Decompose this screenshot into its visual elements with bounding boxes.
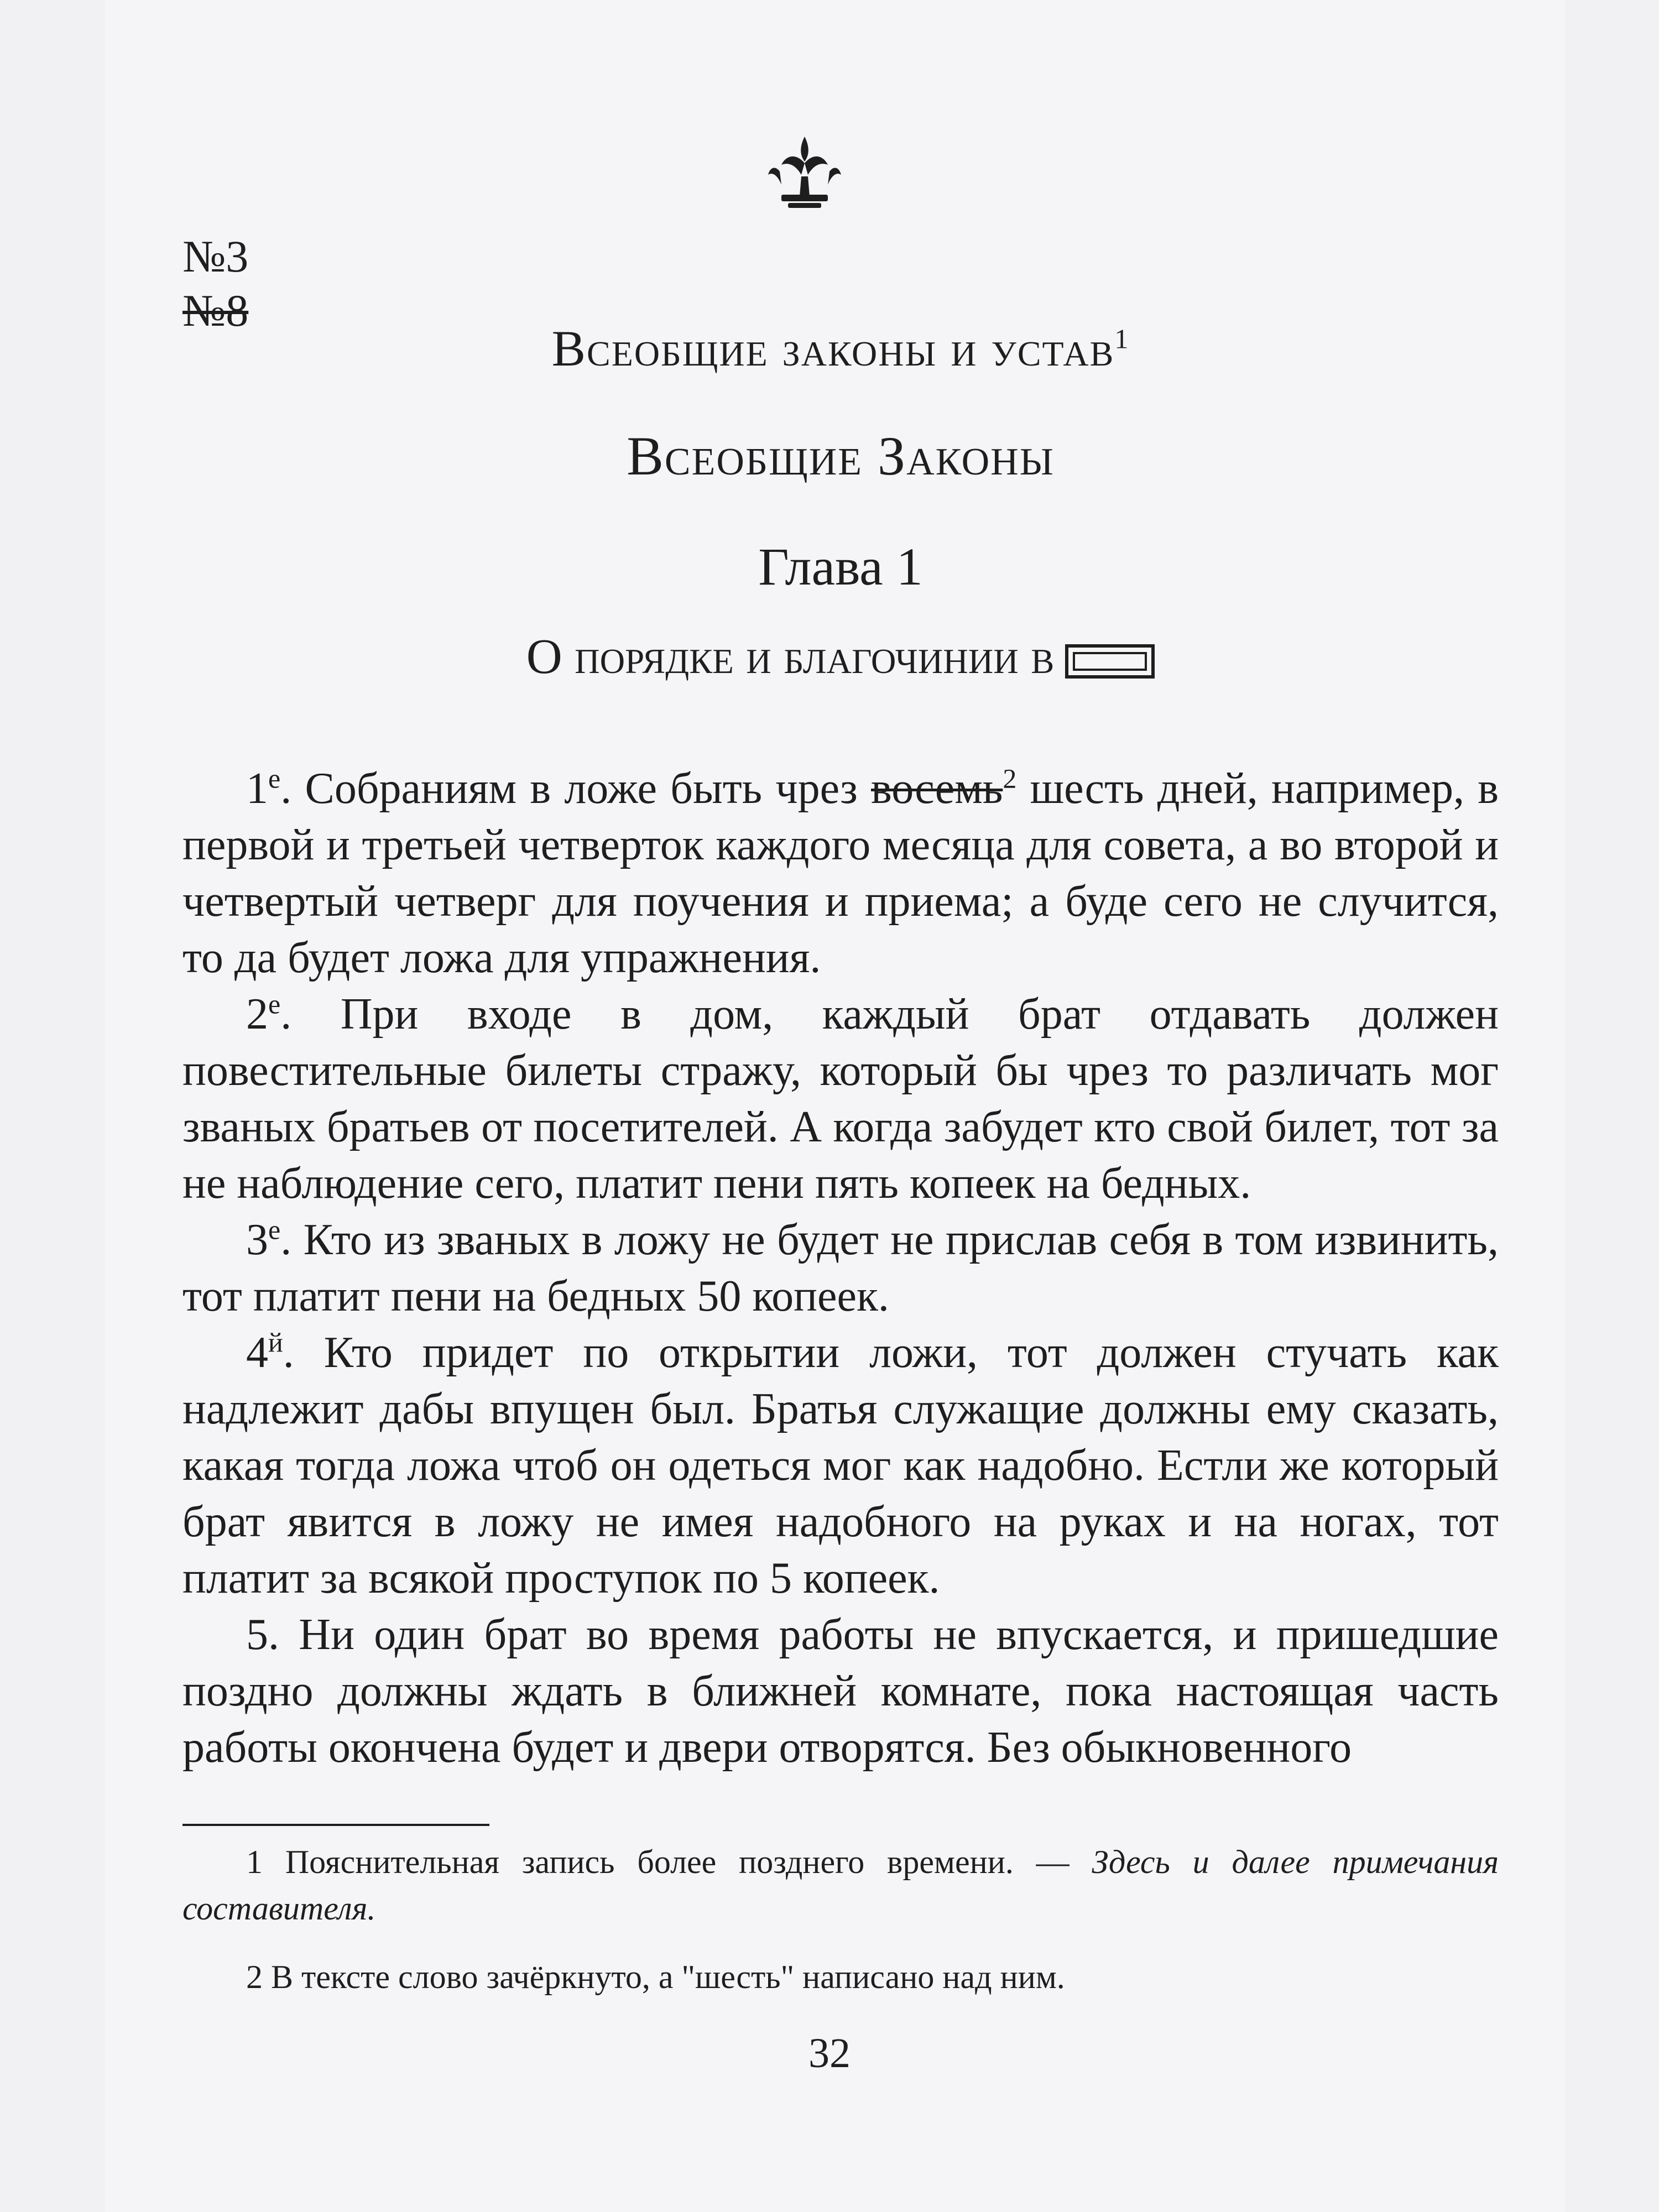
footnote-italic-text: Здесь и далее примечания составителя. bbox=[182, 1844, 1499, 1927]
page-number: 32 bbox=[808, 2030, 851, 2077]
para-text: . Кто из званых в ложу не будет не прислав себя в том извинить, тот платит пени на бедных 50 копеек. bbox=[182, 1215, 1499, 1321]
heading-block bbox=[182, 318, 1499, 688]
footnote-number: 1 bbox=[246, 1844, 263, 1880]
para-number: 3 bbox=[246, 1215, 268, 1264]
main-title bbox=[182, 318, 1499, 379]
para-number: 1 bbox=[246, 764, 268, 813]
paragraph-4 bbox=[182, 1324, 1499, 1606]
para-text: . Ни один брат во время работы не впускается, и пришедшие поздно должны ждать в ближней комнате, пока настоящая часть работы окончена будет и двери отворятся. Без обыкновенного bbox=[182, 1610, 1499, 1772]
section-title bbox=[182, 625, 1499, 688]
chapter-title: Глава 1 bbox=[758, 537, 923, 596]
footnote-ref-1: 1 bbox=[1114, 323, 1130, 354]
para-ordinal: е bbox=[268, 1214, 281, 1245]
subtitle: Всеобщие Законы bbox=[627, 425, 1055, 487]
footnote-number: 2 bbox=[246, 1959, 263, 1995]
para-number: 5 bbox=[246, 1610, 268, 1659]
para-ordinal: е bbox=[268, 763, 281, 794]
doc-number-struck: №8 bbox=[182, 285, 249, 336]
paragraph-2 bbox=[182, 986, 1499, 1212]
lodge-rectangle-icon bbox=[1065, 644, 1155, 679]
footnote-text: В тексте слово зачёркнуто, а "шесть" написано над ним. bbox=[263, 1959, 1065, 1995]
footnote-ref-2: 2 bbox=[1003, 763, 1017, 794]
paragraph-1 bbox=[182, 760, 1499, 986]
footnote-divider bbox=[182, 1824, 489, 1826]
article-body bbox=[182, 760, 1499, 1776]
section-title-text: О порядке и благочинии в bbox=[526, 629, 1055, 684]
para-ordinal: й bbox=[268, 1327, 283, 1358]
struck-word: восемь bbox=[870, 764, 1003, 813]
paragraph-5 bbox=[182, 1606, 1499, 1776]
footnotes bbox=[182, 1839, 1499, 2022]
para-number: 4 bbox=[246, 1328, 268, 1377]
footnote-text: Пояснительная запись более позднего времени. — bbox=[263, 1844, 1092, 1880]
crown-ornament-icon bbox=[763, 130, 846, 213]
para-text: . При входе в дом, каждый брат отдавать должен повестительные билеты стражу, который бы чрез то различать мог званых братьев от посетителей. А когда забудет кто свой билет, тот за не наблюдение сего, платит пени пять копеек на бедных. bbox=[182, 990, 1499, 1208]
para-number: 2 bbox=[246, 990, 268, 1039]
para-text: шесть дней, например, в первой и третьей четверток каждого месяца для совета, а во второй и четвертый четверг для поучения и приема; а буде сего не случится, то да будет ложа для упражнения. bbox=[182, 764, 1499, 982]
para-text: . Кто придет по открытии ложи, тот должен стучать как надлежит дабы впущен был. Братья служащие должны ему сказать, какая тогда ложа чтоб он одеться мог как надобно. Естли же который брат явится в ложу не имея надобного на руках и на ногах, тот платит за всякой проступок по 5 копеек. bbox=[182, 1328, 1499, 1603]
para-ordinal: е bbox=[268, 988, 281, 1020]
footnote-1 bbox=[182, 1839, 1499, 1932]
para-text: . Собраниям в ложе быть чрез bbox=[280, 764, 871, 813]
main-title-text: Всеобщие законы и устав bbox=[551, 320, 1115, 377]
doc-number-current: №3 bbox=[182, 231, 249, 281]
paragraph-3 bbox=[182, 1212, 1499, 1324]
footnote-2 bbox=[182, 1954, 1499, 2000]
